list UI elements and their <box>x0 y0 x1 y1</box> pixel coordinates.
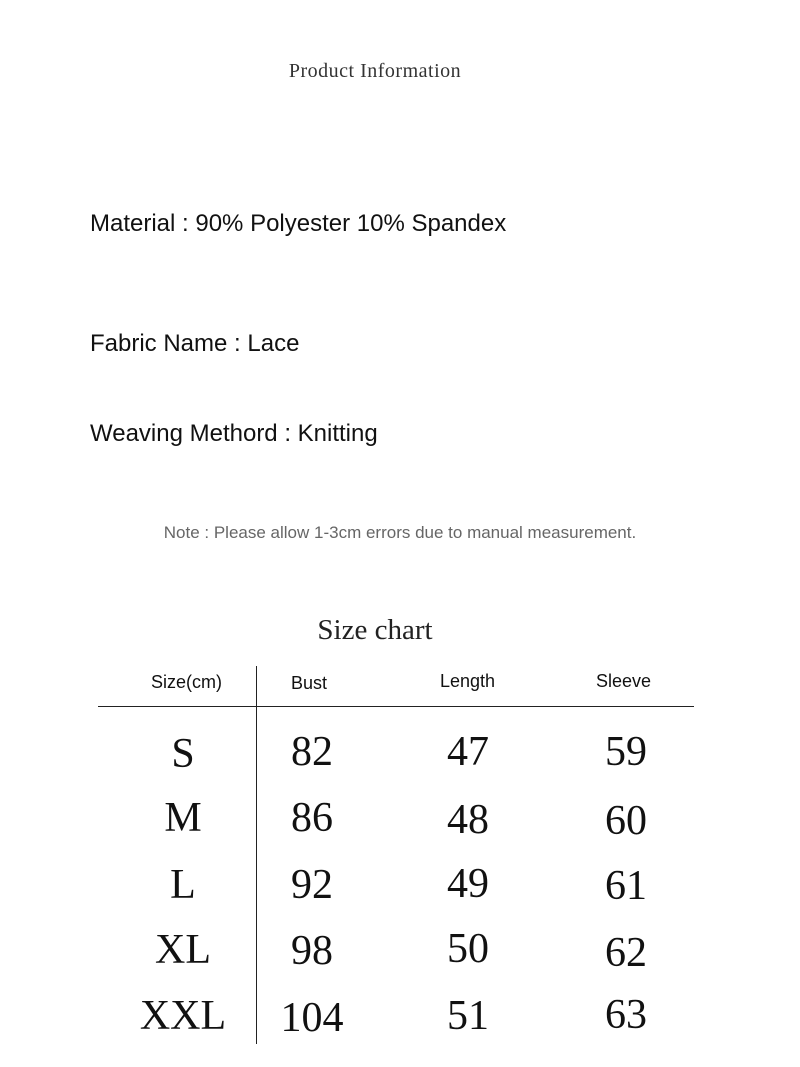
fabric-name-info: Fabric Name : Lace <box>90 330 300 357</box>
measurement-note: Note : Please allow 1-3cm errors due to manual measurement. <box>163 523 637 542</box>
size-column-divider <box>256 666 257 1044</box>
material-info: Material : 90% Polyester 10% Spandex <box>90 210 507 237</box>
table-cell-length: 50 <box>447 926 489 972</box>
table-cell-bust: 98 <box>291 928 333 974</box>
header-divider <box>98 706 694 707</box>
table-cell-size: L <box>170 862 196 908</box>
table-cell-bust: 86 <box>291 795 333 841</box>
column-header-length: Length <box>440 671 496 691</box>
page-title: Product Information <box>288 60 462 82</box>
table-cell-length: 47 <box>447 729 489 775</box>
table-cell-size: XL <box>155 927 211 973</box>
table-cell-size: XXL <box>139 993 227 1039</box>
size-chart-title: Size chart <box>317 614 433 646</box>
table-cell-length: 49 <box>447 861 489 907</box>
table-cell-bust: 82 <box>291 729 333 775</box>
column-header-sleeve: Sleeve <box>596 671 652 691</box>
table-cell-sleeve: 61 <box>605 863 647 909</box>
column-header-bust: Bust <box>291 673 328 693</box>
table-cell-length: 51 <box>447 993 489 1039</box>
column-header-size: Size(cm) <box>151 672 222 692</box>
table-cell-bust: 104 <box>280 995 344 1041</box>
table-cell-size: M <box>164 795 202 841</box>
table-cell-bust: 92 <box>291 862 333 908</box>
table-cell-size: S <box>171 731 195 777</box>
table-cell-length: 48 <box>447 797 489 843</box>
table-cell-sleeve: 63 <box>605 992 647 1038</box>
table-cell-sleeve: 62 <box>605 930 647 976</box>
table-cell-sleeve: 60 <box>605 798 647 844</box>
table-cell-sleeve: 59 <box>605 729 647 775</box>
weaving-method-info: Weaving Methord : Knitting <box>90 420 378 447</box>
